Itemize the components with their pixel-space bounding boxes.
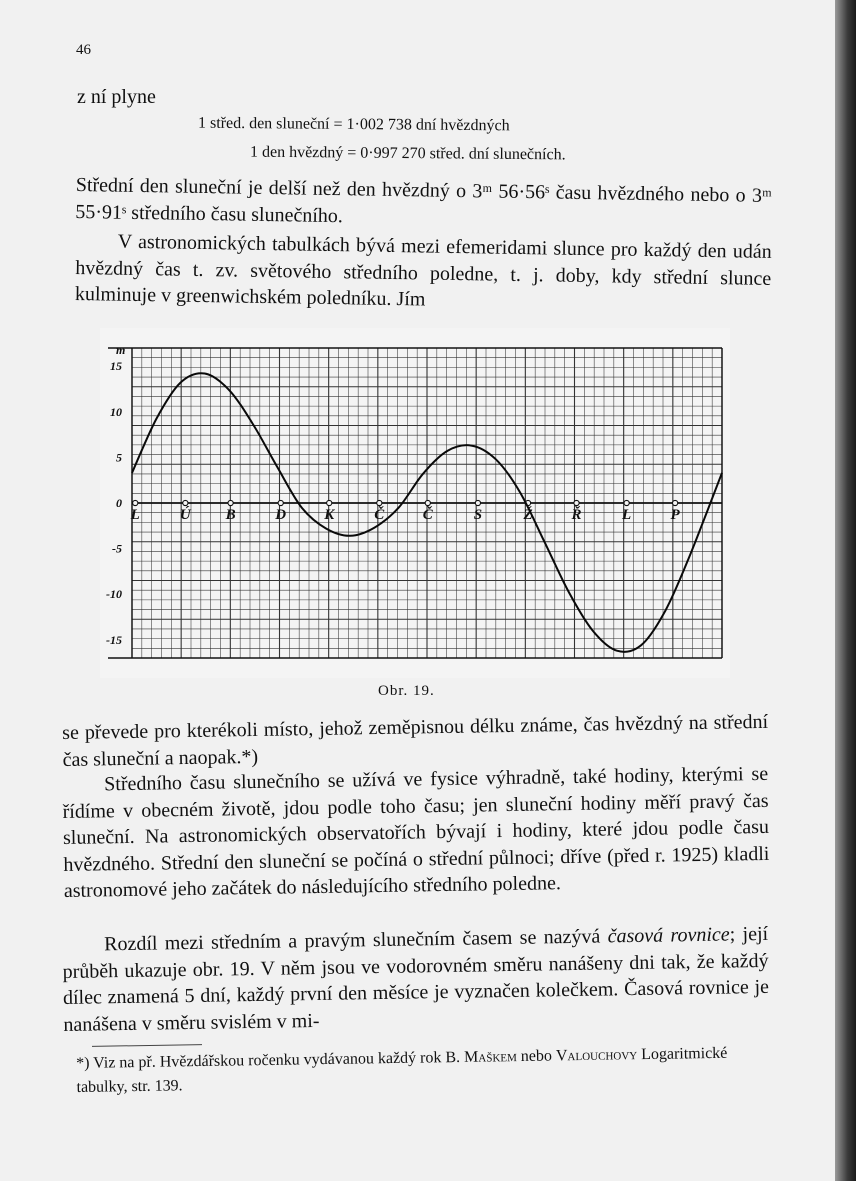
month-start-circle <box>624 500 629 505</box>
month-label: Č <box>422 507 433 523</box>
month-start-circle <box>183 500 188 505</box>
term-equation-of-time: časová rovnice <box>607 923 730 948</box>
month-label: P <box>670 507 680 523</box>
y-tick-label: 15 <box>110 359 122 374</box>
formula-line-1: 1 střed. den sluneční = 1·002 738 dní hvězdných <box>197 114 510 135</box>
paragraph-5 <box>62 921 770 1038</box>
month-start-circle <box>377 500 382 505</box>
figure-caption: Obr. 19. <box>378 683 435 699</box>
paragraph-5-start: Rozdíl mezi středním a pravým slunečním časem se nazývá <box>104 925 608 956</box>
y-tick-label: -10 <box>106 587 122 602</box>
formula-line-2: 1 den hvězdný = 0·997 270 střed. dní slunečních. <box>249 143 566 164</box>
month-start-circle <box>673 500 678 505</box>
book-spine-shadow <box>835 0 856 1181</box>
page-number: 46 <box>76 42 91 58</box>
paragraph-2: V astronomických tabulkách bývá mezi efemeridami slunce pro každý den udán hvězdný čas t. zv. světového středního poledne, t. j. doby, kdy střední slunce kulminuje v greenwichském poledníku. Jím <box>74 230 772 311</box>
intro-line: z ní plyne <box>77 86 156 108</box>
y-tick-label: 10 <box>110 404 122 419</box>
paragraph-1: Střední den sluneční je delší než den hvězdný o 3ᵐ 56·56ˢ času hvězdného nebo o 3ᵐ 55·91ˢ středního času slunečního. <box>75 173 772 227</box>
equation-of-time-chart <box>100 328 730 678</box>
footnote-text-2: nebo <box>516 1047 557 1066</box>
month-label: B <box>225 507 236 523</box>
month-label: D <box>275 507 287 523</box>
month-label: L <box>622 507 632 523</box>
footnote-rule <box>92 1044 202 1047</box>
month-start-circle <box>228 500 233 505</box>
footnote-text-3: Logaritmické tabulky, str. 139. <box>76 1044 728 1096</box>
footnote-author-1: B. Maškem <box>445 1048 517 1067</box>
month-start-circle <box>278 500 283 505</box>
y-tick-label: -15 <box>106 632 122 647</box>
month-start-circle <box>425 500 430 505</box>
month-label: S <box>473 507 483 523</box>
footnote-marker: *) <box>76 1054 90 1072</box>
month-start-circle <box>327 500 332 505</box>
month-label: Ú <box>179 507 191 523</box>
month-label: Č <box>374 507 385 523</box>
y-tick-label: -5 <box>112 541 122 556</box>
chart-unit-label: m <box>116 343 126 358</box>
month-start-circle <box>133 500 138 505</box>
month-start-circle <box>475 500 480 505</box>
chart-grid <box>100 328 730 678</box>
footnote <box>76 1041 757 1100</box>
month-label: Ž <box>523 507 533 523</box>
month-label: L <box>130 507 140 523</box>
month-start-circle <box>574 500 579 505</box>
y-tick-label: 5 <box>116 450 122 465</box>
y-tick-label: 0 <box>116 496 122 510</box>
paragraph-5-end: ; její průběh ukazuje obr. 19. V něm jsou ve vodorovném směru nanášeny dni tak, že každý dílec znamená 5 dní, každý první den měsíce je vyznačen kolečkem. Časová rovnice je nanášena v směru svislém v mi- <box>62 922 770 1036</box>
month-label: Ř <box>571 507 582 523</box>
month-label: K <box>324 507 335 523</box>
paragraph-3: se převede pro kterékoli místo, jehož zeměpisnou délku známe, čas hvězdný na střední čas sluneční a naopak.*) <box>62 710 769 771</box>
paragraph-4: Středního času slunečního se užívá ve fysice výhradně, také hodiny, kterými se řídíme v obecném životě, jdou podle toho času; jen sluneční hodiny měří pravý čas sluneční. Na astronomických observatořích bývají i hodiny, které jdou podle času hvězdného. Střední den sluneční se počíná o střední půlnoci; dříve (před r. 1925) kladli astronomové jeho začátek do následujícího středního poledne. <box>62 762 770 902</box>
footnote-author-2: Valouchovy <box>555 1046 638 1065</box>
footnote-text-1: Viz na př. Hvězdářskou ročenku vydávanou každý rok <box>93 1049 446 1072</box>
